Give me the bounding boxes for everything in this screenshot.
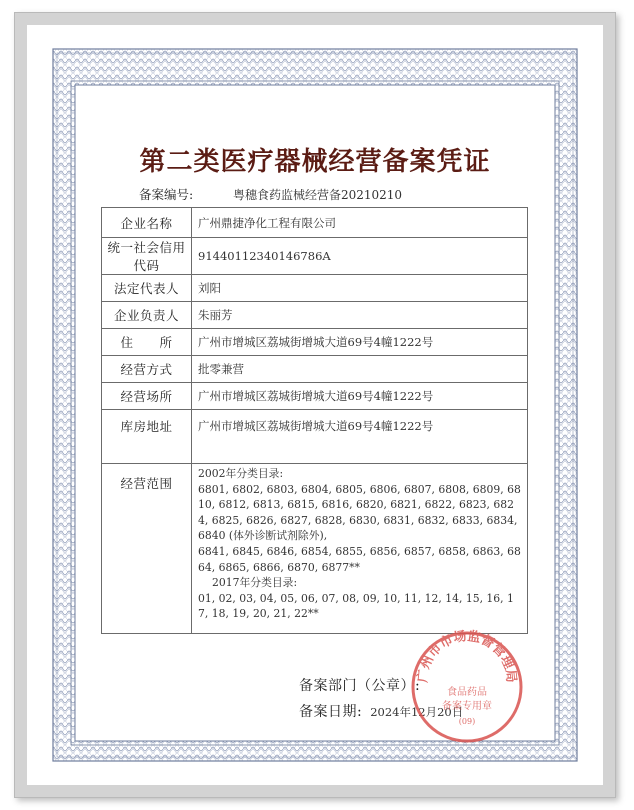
official-seal (407, 627, 527, 747)
table-row (102, 238, 528, 275)
row-value: 广州市增城区荔城街增城大道69号4幢1222号 (192, 329, 528, 356)
filing-date-value: 2024年12月20日 (370, 705, 464, 719)
catalog-2017-items: 01, 02, 03, 04, 05, 06, 07, 08, 09, 10, 11, 12, 14, 15, 16, 17, 18, 19, 20, 21, 22** (198, 591, 514, 621)
row-label: 统一社会信用代码 (102, 238, 192, 275)
row-value: 朱丽芳 (192, 302, 528, 329)
catalog-2002-items-2: 6841, 6845, 6846, 6854, 6855, 6856, 6857, 6858, 6863, 6864, 6865, 6866, 6870, 6877** (198, 544, 521, 574)
row-label: 法定代表人 (102, 275, 192, 302)
row-label: 库房地址 (102, 410, 192, 464)
info-table (101, 207, 528, 634)
table-row (102, 329, 528, 356)
table-row (102, 208, 528, 238)
certificate-frame (14, 12, 616, 798)
table-row (102, 356, 528, 383)
table-row (102, 302, 528, 329)
record-number (139, 185, 402, 203)
filing-date-label: 备案日期: (299, 704, 363, 720)
scope-label: 经营范围 (102, 464, 192, 634)
scope-text (198, 464, 521, 622)
seal-code: (09) (458, 717, 476, 726)
filing-department (299, 675, 420, 695)
row-value: 91440112340146786A (192, 238, 528, 275)
row-label: 企业负责人 (102, 302, 192, 329)
table-row (102, 275, 528, 302)
table-row (102, 383, 528, 410)
record-number-value: 粤穗食药监械经营备20210210 (232, 188, 403, 202)
row-label: 住 所 (102, 329, 192, 356)
certificate-body (77, 89, 553, 739)
table-row (102, 410, 528, 464)
certificate-title: 第二类医疗器械经营备案凭证 (139, 147, 491, 177)
scope-row (102, 464, 528, 634)
row-value: 批零兼营 (192, 356, 528, 383)
certificate-paper (27, 25, 603, 785)
seal-inner-line1: 食品药品 (447, 687, 487, 698)
seal-inner-line2: 备案专用章 (442, 701, 492, 712)
catalog-2002-items: 6801, 6802, 6803, 6804, 6805, 6806, 6807, 6808, 6809, 6810, 6812, 6813, 6815, 6816, 6820, 6821, 6822, 6823, 6824, 6825, 6826, 6827, 6828, 6830, 6831, 6832, 6833, 6834, 6840 (体外诊断试剂除外), (198, 482, 521, 543)
scope-value (192, 464, 528, 634)
row-value: 广州市增城区荔城街增城大道69号4幢1222号 (192, 383, 528, 410)
catalog-2002-label: 2002年分类目录: (198, 467, 284, 480)
row-label: 经营方式 (102, 356, 192, 383)
row-value: 广州鼎捷净化工程有限公司 (192, 208, 528, 238)
row-label: 经营场所 (102, 383, 192, 410)
catalog-2017-label: 2017年分类目录: (212, 576, 298, 590)
filing-department-label: 备案部门（公章）: (299, 678, 421, 694)
row-value: 广州市增城区荔城街增城大道69号4幢1222号 (192, 410, 528, 464)
row-label: 企业名称 (102, 208, 192, 238)
record-number-label: 备案编号: (139, 187, 194, 202)
row-value: 刘阳 (192, 275, 528, 302)
seal-outer-text: 广州市市场监督管理局 (415, 629, 519, 684)
